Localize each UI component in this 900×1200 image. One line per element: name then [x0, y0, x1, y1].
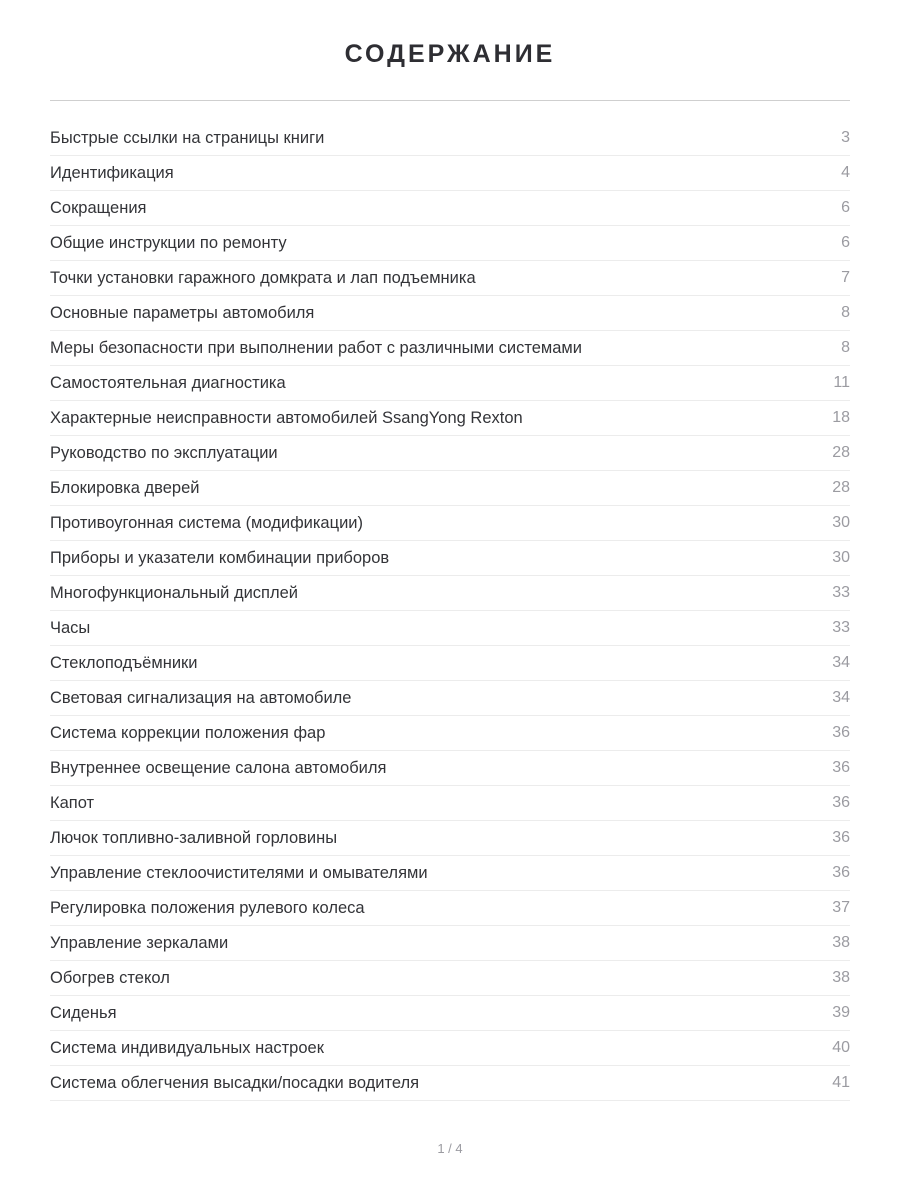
toc-item[interactable]: [50, 786, 850, 821]
toc-item-label: Управление стеклоочистителями и омывателями: [50, 863, 428, 882]
toc-item-page: 8: [841, 339, 850, 356]
toc-item-page: 36: [832, 864, 850, 881]
toc-item-label: Точки установки гаражного домкрата и лап подъемника: [50, 268, 476, 287]
toc-item-label: Управление зеркалами: [50, 933, 229, 952]
toc-item-page: 36: [832, 794, 850, 811]
toc-item-label: Лючок топливно-заливной горловины: [50, 828, 338, 847]
page-title: СОДЕРЖАНИЕ: [344, 40, 556, 68]
toc-item-page: 34: [832, 654, 850, 671]
toc-item-label: Внутреннее освещение салона автомобиля: [50, 758, 387, 777]
toc-item-label: Стеклоподъёмники: [50, 653, 198, 672]
toc-item-page: 39: [832, 1004, 850, 1021]
toc-item[interactable]: [50, 961, 850, 996]
toc-item[interactable]: [50, 926, 850, 961]
toc-item-label: Быстрые ссылки на страницы книги: [50, 128, 325, 147]
toc-item[interactable]: [50, 1066, 850, 1101]
toc-item[interactable]: [50, 681, 850, 716]
toc-item-label: Световая сигнализация на автомобиле: [50, 688, 352, 707]
toc-item-label: Регулировка положения рулевого колеса: [50, 898, 365, 917]
toc-item-page: 33: [832, 619, 850, 636]
toc-item[interactable]: [50, 191, 850, 226]
toc-item[interactable]: [50, 541, 850, 576]
toc-item-page: 6: [841, 234, 850, 251]
toc-item-page: 6: [841, 199, 850, 216]
toc-item-label: Сокращения: [50, 198, 147, 217]
toc-item[interactable]: [50, 716, 850, 751]
toc-item-page: 28: [832, 444, 850, 461]
toc-item-page: 7: [841, 269, 850, 286]
toc-item-label: Часы: [50, 618, 91, 637]
toc-item-page: 18: [832, 409, 850, 426]
toc-item-label: Идентификация: [50, 163, 174, 182]
page-number-footer: 1 / 4: [437, 1141, 463, 1156]
toc-item[interactable]: [50, 296, 850, 331]
toc-item-page: 11: [833, 374, 850, 391]
toc-item[interactable]: [50, 576, 850, 611]
toc-item-page: 4: [841, 164, 850, 181]
toc-item-page: 33: [832, 584, 850, 601]
toc-item[interactable]: [50, 821, 850, 856]
toc-item-page: 37: [832, 899, 850, 916]
toc-item[interactable]: [50, 506, 850, 541]
toc-item[interactable]: [50, 121, 850, 156]
toc-item-label: Меры безопасности при выполнении работ с различными системами: [50, 338, 582, 357]
toc-item-label: Многофункциональный дисплей: [50, 583, 299, 602]
toc-item-label: Сиденья: [50, 1003, 117, 1022]
title-divider: [50, 100, 850, 101]
toc-list: [50, 121, 850, 1101]
toc-item[interactable]: [50, 226, 850, 261]
toc-item[interactable]: [50, 436, 850, 471]
toc-item-page: 28: [832, 479, 850, 496]
toc-item-page: 34: [832, 689, 850, 706]
toc-item-page: 36: [832, 829, 850, 846]
toc-item[interactable]: [50, 366, 850, 401]
toc-item-label: Характерные неисправности автомобилей SsangYong Rexton: [50, 408, 523, 427]
toc-item[interactable]: [50, 401, 850, 436]
toc-item-label: Основные параметры автомобиля: [50, 303, 315, 322]
toc-item-page: 36: [832, 759, 850, 776]
toc-item[interactable]: [50, 471, 850, 506]
toc-item[interactable]: [50, 261, 850, 296]
toc-item-label: Система коррекции положения фар: [50, 723, 326, 742]
toc-item-label: Система индивидуальных настроек: [50, 1038, 324, 1057]
toc-item-label: Противоугонная система (модификации): [50, 513, 363, 532]
toc-item[interactable]: [50, 156, 850, 191]
toc-item-label: Обогрев стекол: [50, 968, 170, 987]
toc-item-page: 36: [832, 724, 850, 741]
toc-item-page: 38: [832, 934, 850, 951]
toc-item[interactable]: [50, 891, 850, 926]
toc-item-label: Руководство по эксплуатации: [50, 443, 278, 462]
toc-item[interactable]: [50, 646, 850, 681]
toc-item-label: Система облегчения высадки/посадки водителя: [50, 1073, 420, 1092]
toc-item-label: Капот: [50, 793, 95, 812]
toc-item-label: Общие инструкции по ремонту: [50, 233, 287, 252]
toc-item-page: 40: [832, 1039, 850, 1056]
toc-item[interactable]: [50, 1031, 850, 1066]
toc-item-label: Блокировка дверей: [50, 478, 200, 497]
toc-item[interactable]: [50, 331, 850, 366]
toc-item[interactable]: [50, 751, 850, 786]
toc-item-page: 41: [832, 1074, 850, 1091]
toc-item[interactable]: [50, 996, 850, 1031]
toc-item-page: 3: [841, 129, 850, 146]
toc-item[interactable]: [50, 611, 850, 646]
toc-item-label: Самостоятельная диагностика: [50, 373, 286, 392]
toc-item-page: 30: [832, 514, 850, 531]
toc-item-page: 30: [832, 549, 850, 566]
toc-item-page: 38: [832, 969, 850, 986]
toc-item-label: Приборы и указатели комбинации приборов: [50, 548, 390, 567]
toc-item[interactable]: [50, 856, 850, 891]
toc-item-page: 8: [841, 304, 850, 321]
